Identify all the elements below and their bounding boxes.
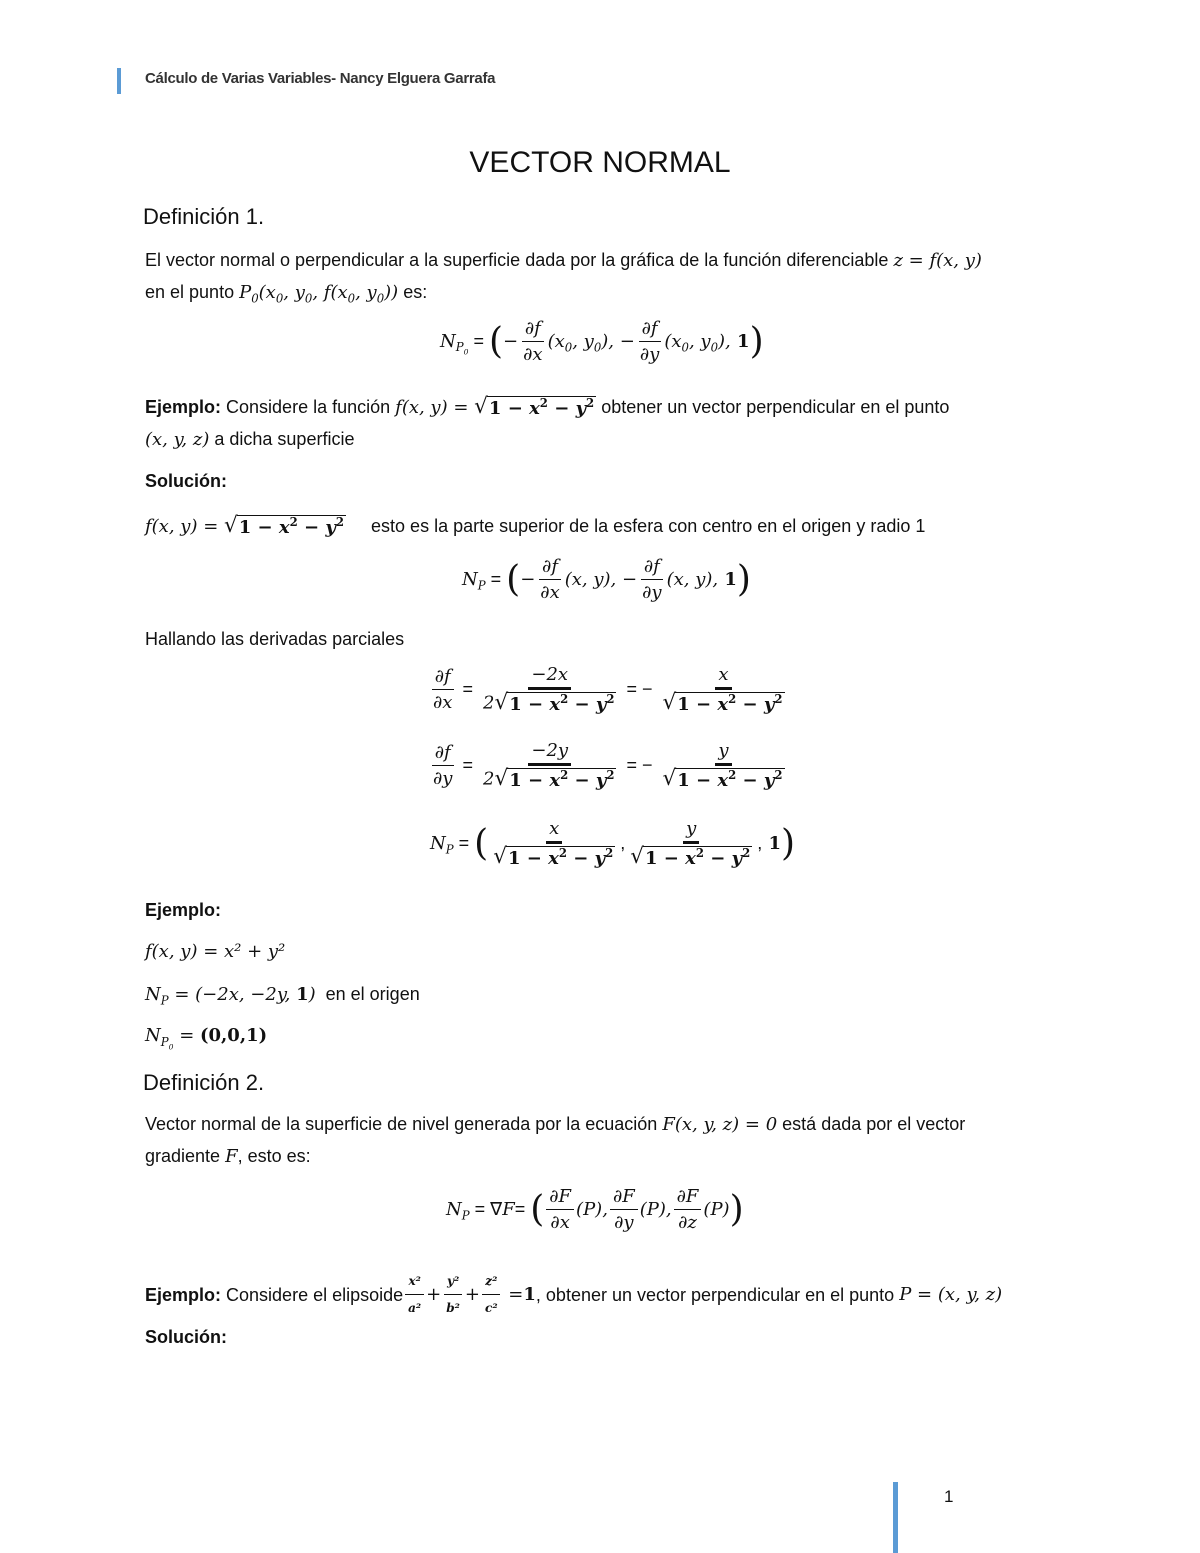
definition-1-line-2: [145, 281, 427, 304]
example-2-np0-value: (0,0,1): [200, 1025, 268, 1046]
definition-2-text-a: Vector normal de la superficie de nivel generada por la ecuación: [145, 1114, 658, 1134]
definition-2-heading: Definición 2.: [143, 1070, 265, 1095]
example-1-text-a: Considere la función: [226, 397, 391, 417]
definition-1-heading: Definición 1.: [143, 204, 265, 229]
example-3-point: P = (x, y, z): [899, 1283, 1003, 1305]
equation-normal-result: $N_P$ = ( x √ $1 - x^2 - y^2$ , y √ $1 - x^2 - y^2$ , 1 ): [430, 818, 796, 869]
footer-accent-bar: [893, 1482, 898, 1553]
example-1-line-1: [145, 396, 949, 420]
equation-normal-p: $N_P$ = ( − $\frac{\partial f}{\partial x}$ (x, y), − $\frac{\partial f}{\partial y}$ (x, y), 1 ): [462, 556, 751, 603]
example-3-solution-label: Solución:: [145, 1327, 227, 1347]
example-1-line-2-text: a dicha superficie: [214, 429, 355, 449]
example-2-normal-origin: $N_{P_0} = (0,0,1)$: [145, 1025, 268, 1051]
equation-partial-y: $\frac{\partial f}{\partial y}$ = −2y 2 √ $1 - x^2 - y^2$ = − y √ $1 - x^2 - y^2$: [433, 740, 783, 791]
definition-2-line-2: gradiente F, esto es:: [145, 1146, 311, 1167]
definition-1-formula: z = f(x, y): [893, 250, 982, 271]
page-title: VECTOR NORMAL: [469, 146, 731, 179]
example-1-solution-label: Solución:: [145, 471, 227, 491]
definition-2-text-b: está dada por el vector: [782, 1114, 966, 1134]
example-2-normal-suffix: en el origen: [325, 984, 420, 1004]
example-3-label: Ejemplo:: [145, 1284, 222, 1305]
definition-1-line-1: [145, 249, 982, 272]
example-1-text-b: obtener un vector perpendicular en el punto: [601, 397, 950, 417]
sphere-note: esto es la parte superior de la esfera con centro en el origen y radio 1: [371, 516, 926, 536]
example-3-text-a: Considere el elipsoide: [226, 1284, 404, 1305]
definition-1-point-prefix: en el punto: [145, 282, 235, 302]
definition-2-line-2-suffix: , esto es:: [237, 1146, 311, 1166]
definition-1-text: El vector normal o perpendicular a la superficie dada por la gráfica de la función diferenciable: [145, 250, 889, 270]
header-accent-bar: [117, 68, 121, 94]
example-2-normal: $N_P = (-2x$, −2y, 1) en el origen: [145, 984, 420, 1008]
definition-2-gradient-word: gradiente: [145, 1146, 221, 1166]
point-p0-math: $P_0(x_0$, $y_0$, $f(x_0$, $y_0$)): [239, 282, 399, 306]
definition-1-point-suffix: es:: [403, 282, 428, 302]
equation-gradient: $N_P$ = ∇ F = ( $\frac{\partial F}{\partial x}$ (P), $\frac{\partial F}{\partial y}$ (P), $\frac{\partial F}{\partial z}$ (P) ): [446, 1186, 744, 1233]
example-2-label: Ejemplo:: [145, 900, 222, 920]
equation-normal-p0: $N_{P_0}$ = ( − $\frac{\partial f}{\partial x}$ ($x_0$, $y_0$), − $\frac{\partial f}{\partial y}$ ($x_0$, $y_0$), 1 ): [440, 318, 764, 365]
partials-text: Hallando las derivadas parciales: [145, 629, 405, 649]
definition-2-line-1: [145, 1113, 965, 1136]
example-1-line-2: [145, 428, 354, 451]
example-3-line: [145, 1270, 1002, 1319]
page-number: 1: [944, 1487, 954, 1506]
example-3-text-b: , obtener un vector perpendicular en el punto: [535, 1284, 895, 1305]
equation-partial-x: $\frac{\partial f}{\partial x}$ = −2x 2 √ $1 - x^2 - y^2$ = − x √ $1 - x^2 - y^2$: [433, 664, 783, 715]
sphere-function: f(x, y) = √ $1 - x^2 - y^2$: [145, 513, 345, 538]
example-1-label: Ejemplo:: [145, 397, 222, 417]
example-1-function: f(x, y) = √ $1 - x^2 - y^2$: [395, 394, 595, 419]
header-text: Cálculo de Varias Variables- Nancy Elguera Garrafa: [145, 70, 496, 87]
example-2-function: f(x, y) = x² + y²: [145, 941, 286, 962]
point-xyz-math: (x, y, z): [145, 429, 210, 450]
example-1-sphere-line: [145, 515, 925, 539]
ellipsoid-equation: $\frac{\text{x²}}{\text{a²}}$ + $\frac{\text{y²}}{\text{b²}}$ + $\frac{\text{z²}}{\text{c²}}$ = 1: [403, 1270, 536, 1319]
definition-2-formula: F(x, y, z) = 0: [662, 1114, 778, 1135]
